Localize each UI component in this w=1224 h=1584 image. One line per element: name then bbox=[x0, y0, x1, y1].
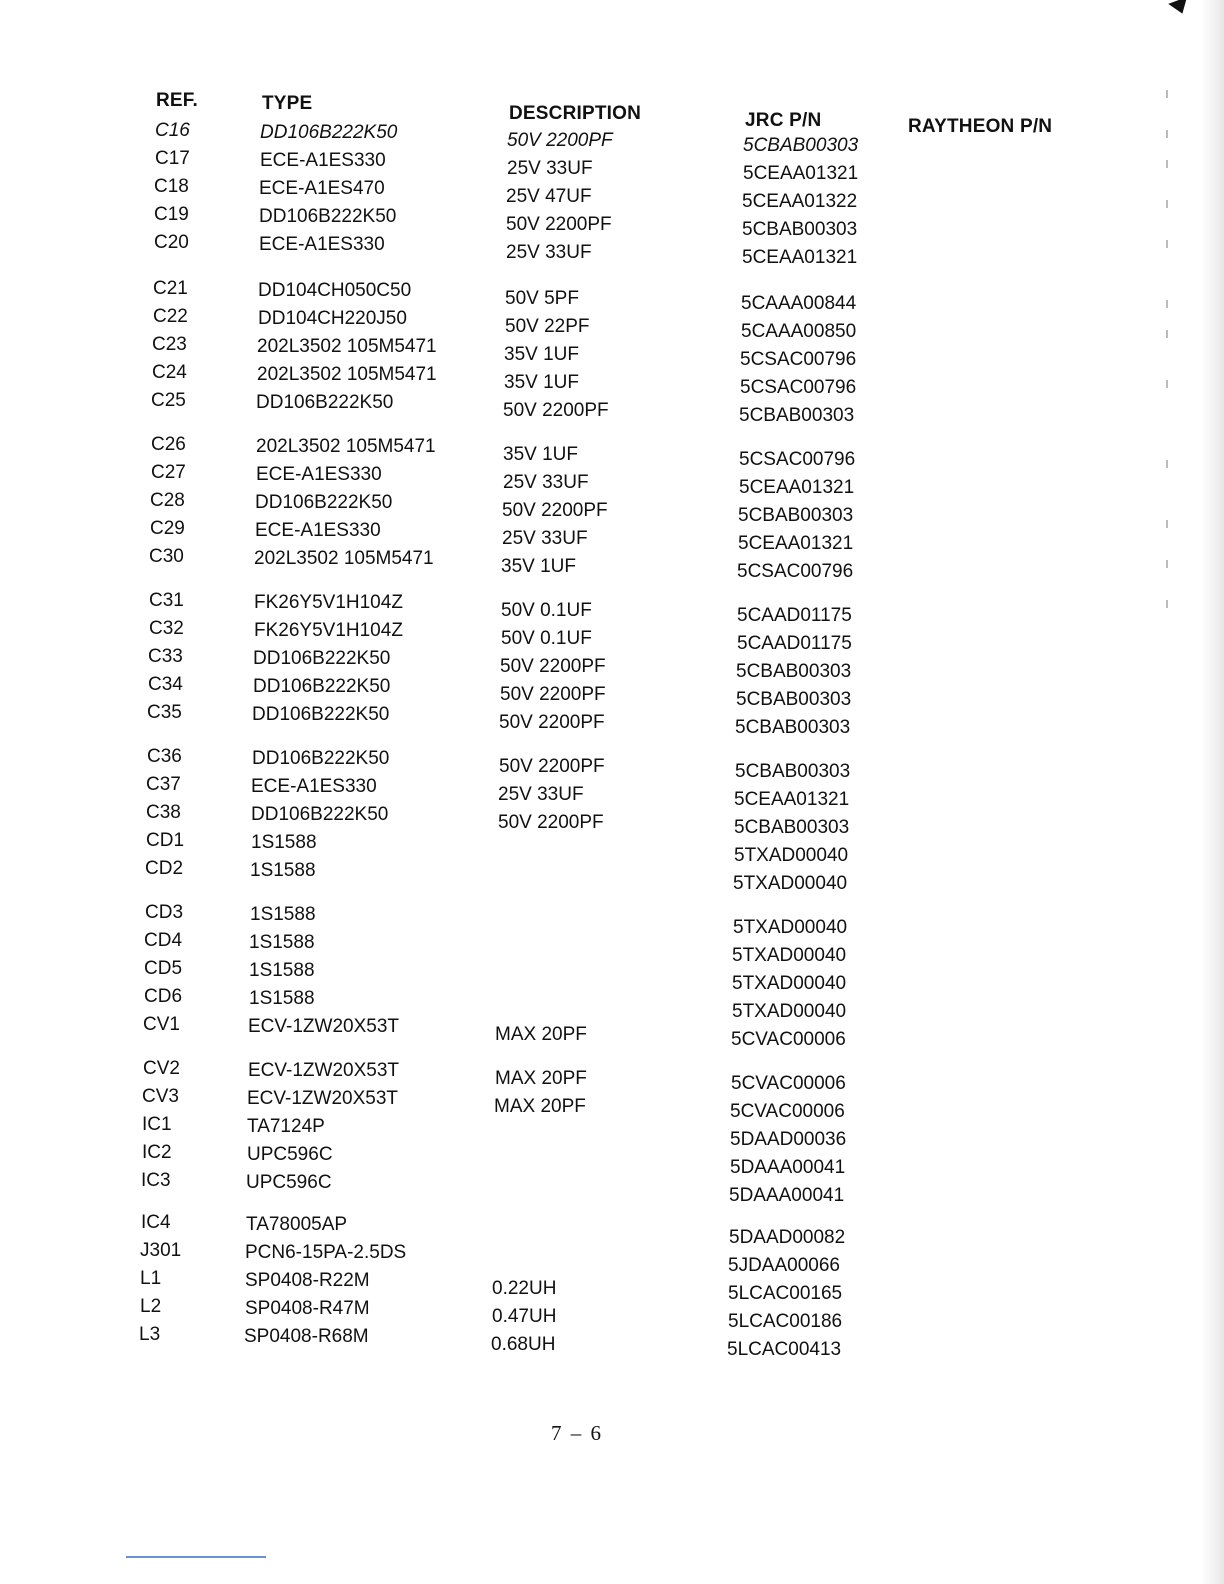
type-cell: 202L3502 105M5471 bbox=[256, 436, 436, 457]
description-cell: 50V 2200PF bbox=[500, 656, 606, 677]
ref-cell: CD6 bbox=[144, 986, 183, 1007]
ref-cell: C36 bbox=[147, 746, 182, 767]
jrc-pn-cell: 5CSAC00796 bbox=[737, 561, 854, 582]
ref-cell: C20 bbox=[154, 232, 189, 253]
type-cell: FK26Y5V1H104Z bbox=[254, 592, 403, 613]
type-cell: ECE-A1ES330 bbox=[256, 464, 382, 485]
type-cell: ECE-A1ES330 bbox=[260, 150, 386, 171]
jrc-pn-cell: 5CSAC00796 bbox=[740, 377, 857, 398]
description-cell: 25V 33UF bbox=[507, 158, 593, 179]
description-cell: 35V 1UF bbox=[501, 556, 576, 577]
jrc-pn-cell: 5DAAD00082 bbox=[729, 1227, 846, 1248]
description-cell: 50V 2200PF bbox=[506, 214, 612, 235]
description-cell: 0.68UH bbox=[491, 1334, 556, 1355]
type-cell: ECV-1ZW20X53T bbox=[248, 1060, 399, 1081]
ref-cell: C34 bbox=[148, 674, 183, 695]
page-number: 7 – 6 bbox=[551, 1421, 603, 1445]
jrc-pn-cell: 5CSAC00796 bbox=[740, 349, 857, 370]
header-description: DESCRIPTION bbox=[509, 103, 642, 124]
jrc-pn-cell: 5LCAC00165 bbox=[728, 1283, 843, 1304]
description-cell: 25V 33UF bbox=[503, 472, 589, 493]
jrc-pn-cell: 5CBAB00303 bbox=[734, 817, 850, 838]
ref-cell: CD3 bbox=[145, 902, 184, 923]
jrc-pn-cell: 5CVAC00006 bbox=[730, 1101, 845, 1122]
ref-cell: IC3 bbox=[141, 1170, 171, 1191]
type-cell: 1S1588 bbox=[251, 832, 317, 853]
description-cell: 50V 0.1UF bbox=[501, 600, 592, 621]
jrc-pn-cell: 5CVAC00006 bbox=[731, 1073, 846, 1094]
type-cell: DD106B222K50 bbox=[253, 676, 391, 697]
scan-speck bbox=[1166, 160, 1168, 168]
description-cell: 50V 2200PF bbox=[507, 130, 613, 151]
header-jrc-pn: JRC P/N bbox=[745, 110, 822, 131]
type-cell: DD106B222K50 bbox=[256, 392, 394, 413]
type-cell: DD106B222K50 bbox=[251, 804, 389, 825]
type-cell: TA7124P bbox=[247, 1116, 325, 1137]
jrc-pn-cell: 5CEAA01322 bbox=[742, 191, 858, 212]
description-cell: 25V 33UF bbox=[506, 242, 592, 263]
jrc-pn-cell: 5DAAA00041 bbox=[729, 1185, 845, 1206]
type-cell: 1S1588 bbox=[249, 988, 315, 1009]
ref-cell: IC4 bbox=[141, 1212, 171, 1233]
scan-speck bbox=[1166, 600, 1168, 608]
ref-cell: CV1 bbox=[143, 1014, 180, 1035]
description-cell: 0.47UH bbox=[492, 1306, 557, 1327]
type-cell: DD104CH220J50 bbox=[258, 308, 407, 329]
description-cell: 35V 1UF bbox=[503, 444, 578, 465]
ref-cell: CD1 bbox=[146, 830, 185, 851]
ref-cell: C19 bbox=[154, 204, 189, 225]
description-cell: 50V 5PF bbox=[505, 288, 579, 309]
description-cell: MAX 20PF bbox=[494, 1096, 586, 1117]
scan-speck bbox=[1166, 380, 1168, 388]
scan-speck bbox=[1166, 300, 1168, 308]
jrc-pn-cell: 5CVAC00006 bbox=[731, 1029, 846, 1050]
ref-cell: CD2 bbox=[145, 858, 184, 879]
scan-speck bbox=[1166, 460, 1168, 468]
jrc-pn-cell: 5TXAD00040 bbox=[733, 873, 848, 894]
ref-cell: IC1 bbox=[142, 1114, 172, 1135]
scan-speck bbox=[1166, 200, 1168, 208]
description-cell: 50V 0.1UF bbox=[501, 628, 592, 649]
description-cell: MAX 20PF bbox=[495, 1024, 587, 1045]
jrc-pn-cell: 5CBAB00303 bbox=[743, 135, 859, 156]
jrc-pn-cell: 5CEAA01321 bbox=[743, 163, 859, 184]
ref-cell: CV3 bbox=[142, 1086, 179, 1107]
ref-cell: C22 bbox=[153, 306, 188, 327]
jrc-pn-cell: 5DAAA00041 bbox=[730, 1157, 846, 1178]
type-cell: 1S1588 bbox=[250, 860, 316, 881]
type-cell: DD106B222K50 bbox=[259, 206, 397, 227]
scan-speck bbox=[1166, 560, 1168, 568]
jrc-pn-cell: 5CBAB00303 bbox=[742, 219, 858, 240]
type-cell: ECE-A1ES330 bbox=[259, 234, 385, 255]
jrc-pn-cell: 5CAAD01175 bbox=[737, 605, 852, 626]
ref-cell: L1 bbox=[140, 1268, 162, 1289]
jrc-pn-cell: 5CBAB00303 bbox=[735, 717, 851, 738]
type-cell: 1S1588 bbox=[249, 960, 315, 981]
jrc-pn-cell: 5CEAA01321 bbox=[739, 477, 855, 498]
bottom-rule bbox=[126, 1556, 266, 1558]
ref-cell: C26 bbox=[151, 434, 186, 455]
description-cell: 50V 2200PF bbox=[499, 712, 605, 733]
header-raytheon-pn: RAYTHEON P/N bbox=[908, 116, 1053, 137]
ref-cell: C30 bbox=[149, 546, 184, 567]
jrc-pn-cell: 5CSAC00796 bbox=[739, 449, 856, 470]
ref-cell: C35 bbox=[147, 702, 182, 723]
jrc-pn-cell: 5TXAD00040 bbox=[734, 845, 849, 866]
ref-cell: C33 bbox=[148, 646, 183, 667]
type-cell: ECE-A1ES330 bbox=[251, 776, 377, 797]
description-cell: 50V 2200PF bbox=[499, 756, 605, 777]
description-cell: MAX 20PF bbox=[495, 1068, 587, 1089]
jrc-pn-cell: 5DAAD00036 bbox=[730, 1129, 847, 1150]
description-cell: 35V 1UF bbox=[504, 372, 579, 393]
jrc-pn-cell: 5CAAA00844 bbox=[741, 293, 857, 314]
description-cell: 25V 33UF bbox=[502, 528, 588, 549]
ref-cell: C29 bbox=[150, 518, 185, 539]
type-cell: ECE-A1ES470 bbox=[259, 178, 385, 199]
ref-cell: C16 bbox=[155, 120, 190, 141]
ref-cell: C37 bbox=[146, 774, 181, 795]
jrc-pn-cell: 5TXAD00040 bbox=[732, 945, 847, 966]
description-cell: 25V 33UF bbox=[498, 784, 584, 805]
description-cell: 0.22UH bbox=[492, 1278, 557, 1299]
type-cell: 202L3502 105M5471 bbox=[254, 548, 434, 569]
type-cell: UPC596C bbox=[247, 1144, 333, 1165]
jrc-pn-cell: 5CEAA01321 bbox=[738, 533, 854, 554]
jrc-pn-cell: 5TXAD00040 bbox=[732, 973, 847, 994]
type-cell: UPC596C bbox=[246, 1172, 332, 1193]
jrc-pn-cell: 5LCAC00413 bbox=[727, 1339, 842, 1360]
jrc-pn-cell: 5JDAA00066 bbox=[728, 1255, 840, 1276]
description-cell: 25V 47UF bbox=[506, 186, 592, 207]
ref-cell: IC2 bbox=[142, 1142, 172, 1163]
jrc-pn-cell: 5CBAB00303 bbox=[736, 689, 852, 710]
type-cell: 202L3502 105M5471 bbox=[257, 336, 437, 357]
header-type: TYPE bbox=[262, 93, 313, 114]
type-cell: ECE-A1ES330 bbox=[255, 520, 381, 541]
ref-cell: C18 bbox=[154, 176, 189, 197]
scan-speck bbox=[1166, 330, 1168, 338]
type-cell: 1S1588 bbox=[249, 932, 315, 953]
ref-cell: C23 bbox=[152, 334, 187, 355]
ref-cell: C21 bbox=[153, 278, 188, 299]
type-cell: DD106B222K50 bbox=[252, 748, 390, 769]
jrc-pn-cell: 5CAAD01175 bbox=[737, 633, 852, 654]
jrc-pn-cell: 5TXAD00040 bbox=[732, 1001, 847, 1022]
type-cell: DD106B222K50 bbox=[255, 492, 393, 513]
description-cell: 50V 22PF bbox=[505, 316, 590, 337]
ref-cell: CD5 bbox=[144, 958, 183, 979]
ref-cell: C27 bbox=[151, 462, 186, 483]
header-ref: REF. bbox=[156, 90, 198, 111]
ref-cell: L2 bbox=[140, 1296, 162, 1317]
scan-speck bbox=[1166, 130, 1168, 138]
jrc-pn-cell: 5CAAA00850 bbox=[741, 321, 857, 342]
scan-speck bbox=[1166, 520, 1168, 528]
ref-cell: C38 bbox=[146, 802, 181, 823]
type-cell: DD106B222K50 bbox=[253, 648, 391, 669]
ref-cell: C28 bbox=[150, 490, 185, 511]
type-cell: PCN6-15PA-2.5DS bbox=[245, 1242, 407, 1263]
type-cell: FK26Y5V1H104Z bbox=[254, 620, 403, 641]
jrc-pn-cell: 5CEAA01321 bbox=[742, 247, 858, 268]
type-cell: ECV-1ZW20X53T bbox=[248, 1016, 399, 1037]
type-cell: 202L3502 105M5471 bbox=[257, 364, 437, 385]
type-cell: DD106B222K50 bbox=[260, 122, 398, 143]
jrc-pn-cell: 5CBAB00303 bbox=[736, 661, 852, 682]
description-cell: 50V 2200PF bbox=[498, 812, 604, 833]
jrc-pn-cell: 5LCAC00186 bbox=[728, 1311, 843, 1332]
type-cell: SP0408-R68M bbox=[244, 1326, 369, 1347]
type-cell: SP0408-R22M bbox=[245, 1270, 370, 1291]
description-cell: 50V 2200PF bbox=[503, 400, 609, 421]
type-cell: DD104CH050C50 bbox=[258, 280, 412, 301]
ref-cell: C32 bbox=[149, 618, 184, 639]
jrc-pn-cell: 5TXAD00040 bbox=[733, 917, 848, 938]
jrc-pn-cell: 5CBAB00303 bbox=[735, 761, 851, 782]
type-cell: 1S1588 bbox=[250, 904, 316, 925]
ref-cell: C25 bbox=[151, 390, 186, 411]
ref-cell: C24 bbox=[152, 362, 187, 383]
description-cell: 35V 1UF bbox=[504, 344, 579, 365]
type-cell: TA78005AP bbox=[246, 1214, 348, 1235]
scan-speck bbox=[1166, 240, 1168, 248]
ref-cell: C31 bbox=[149, 590, 184, 611]
ref-cell: CD4 bbox=[144, 930, 183, 951]
type-cell: SP0408-R47M bbox=[245, 1298, 370, 1319]
scan-speck bbox=[1166, 90, 1168, 98]
jrc-pn-cell: 5CBAB00303 bbox=[738, 505, 854, 526]
ref-cell: J301 bbox=[140, 1240, 182, 1261]
ref-cell: L3 bbox=[139, 1324, 161, 1345]
description-cell: 50V 2200PF bbox=[502, 500, 608, 521]
jrc-pn-cell: 5CBAB00303 bbox=[739, 405, 855, 426]
ref-cell: C17 bbox=[155, 148, 190, 169]
type-cell: ECV-1ZW20X53T bbox=[247, 1088, 398, 1109]
jrc-pn-cell: 5CEAA01321 bbox=[734, 789, 850, 810]
type-cell: DD106B222K50 bbox=[252, 704, 390, 725]
ref-cell: CV2 bbox=[143, 1058, 180, 1079]
description-cell: 50V 2200PF bbox=[500, 684, 606, 705]
